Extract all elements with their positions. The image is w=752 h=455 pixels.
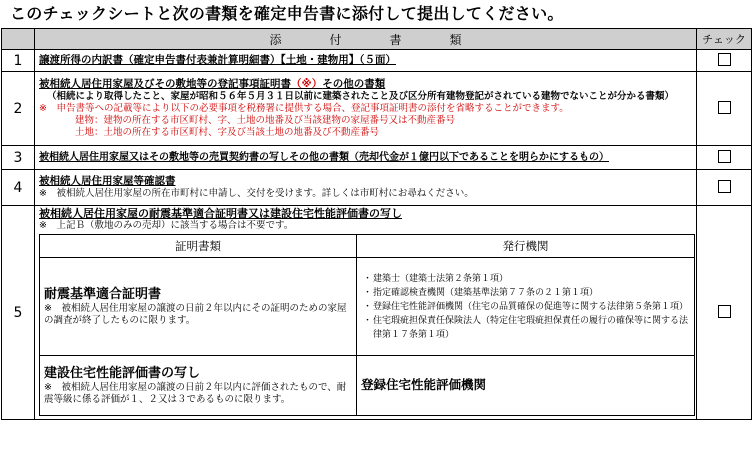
- row-note: ※ 上記Ｂ（敷地のみの売却）に該当する場合は不要です。: [39, 220, 294, 231]
- table-row-4: [2, 170, 752, 206]
- certificate-header-row: [40, 235, 695, 258]
- table-header-row: [2, 29, 752, 50]
- row-content: [35, 146, 697, 170]
- header-documents: 添付書類: [35, 29, 697, 50]
- table-row-2: [2, 72, 752, 146]
- check-cell: [697, 206, 752, 420]
- check-cell: [697, 146, 752, 170]
- row-title: 譲渡所得の内訳書（確定申告書付表兼計算明細書）【土地・建物用】（５面）: [39, 54, 396, 66]
- table-row-3: [2, 146, 752, 170]
- header-cert: 証明書類: [40, 235, 357, 258]
- cert-name: 耐震基準適合証明書: [44, 286, 162, 302]
- row-title: 被相続人居住用家屋又はその敷地等の売買契約書の写しその他の書類（売却代金が１億円以下であることを明らかにするもの）: [39, 152, 609, 163]
- certificate-row: [40, 356, 695, 416]
- attachment-table: [1, 28, 752, 420]
- row-subtitle: （相続により取得したこと、家屋が昭和５６年５月３１日以前に建築されたこと及び区分所有建物登記がされている建物でないことが分かる書類）: [47, 91, 675, 102]
- row-note: ※ 申告書等への記載等により以下の必要事項を税務署に提供する場合、登記事項証明書の添付を省略することができます。: [39, 103, 569, 114]
- list-item: ・ 指定確認検査機関（建築基準法第７７条の２１第１項）: [363, 287, 599, 298]
- list-item: ・ 住宅瑕疵担保責任保険法人（特定住宅瑕疵担保責任の履行の確保等に関する法律第１７条第１項）: [363, 315, 689, 340]
- row-title-mark: （※）: [291, 78, 323, 90]
- row-content: [35, 170, 697, 206]
- checkbox[interactable]: [718, 180, 731, 193]
- certificate-table: [39, 234, 695, 416]
- row-content: [35, 206, 697, 420]
- checkbox[interactable]: [718, 150, 731, 163]
- certificate-row: [40, 258, 695, 356]
- table-row-1: [2, 50, 752, 72]
- checkbox[interactable]: [718, 305, 731, 318]
- issuer-list: [361, 272, 690, 342]
- row-number: 1: [2, 50, 35, 72]
- check-cell: [697, 72, 752, 146]
- row-number: 3: [2, 146, 35, 170]
- row-number: 5: [2, 206, 35, 420]
- row-content: [35, 72, 697, 146]
- header-issuer: 発行機関: [357, 235, 695, 258]
- row-note-land: 土地：土地の所在する市区町村、字及び当該土地の地番及び不動産番号: [75, 127, 380, 138]
- row-content: [35, 50, 697, 72]
- checkbox[interactable]: [718, 53, 731, 66]
- cert-cell: [40, 356, 357, 416]
- row-title-main: 被相続人居住用家屋及びその敷地等の登記事項証明書: [39, 78, 291, 90]
- instruction-heading: このチェックシートと次の書類を確定申告書に添付して提出してください。: [10, 4, 564, 23]
- row-note: ※ 被相続人居住用家屋の所在市町村に申請し、交付を受けます。詳しくは市町村にお尋ねください。: [39, 188, 474, 199]
- check-cell: [697, 170, 752, 206]
- cert-cell: [40, 258, 357, 356]
- row-note-building: 建物：建物の所在する市区町村、字、土地の地番及び当該建物の家屋番号又は不動産番号: [75, 115, 456, 126]
- issuer-name: 登録住宅性能評価機関: [361, 377, 487, 392]
- list-item: ・ 登録住宅性能評価機関（住宅の品質確保の促進等に関する法律第５条第１項）: [363, 301, 689, 312]
- row-number: 2: [2, 72, 35, 146]
- row-title: [39, 78, 692, 91]
- header-num: [2, 29, 35, 50]
- cert-note: ※ 被相続人居住用家屋の譲渡の日前２年以内にその証明のための家屋の調査が終了したものに限ります。: [44, 302, 347, 326]
- row-number: 4: [2, 170, 35, 206]
- header-check: チェック: [697, 29, 752, 50]
- checkbox[interactable]: [718, 101, 731, 114]
- row-title: 被相続人居住用家屋の耐震基準適合証明書又は建設住宅性能評価書の写し: [39, 207, 402, 220]
- cert-name: 建設住宅性能評価書の写し: [44, 365, 201, 381]
- list-item: ・ 建築士（建築士法第２条第１項）: [363, 273, 509, 284]
- issuer-cell: [357, 356, 695, 416]
- row-title-tail: その他の書類: [322, 78, 386, 90]
- issuer-cell: [357, 258, 695, 356]
- row-title: 被相続人居住用家屋等確認書: [39, 175, 176, 187]
- check-cell: [697, 50, 752, 72]
- table-row-5: [2, 206, 752, 420]
- cert-note: ※ 被相続人居住用家屋の譲渡の日前２年以内に評価されたもので、耐震等級に係る評価が１、２又は３であるものに限ります。: [44, 381, 347, 405]
